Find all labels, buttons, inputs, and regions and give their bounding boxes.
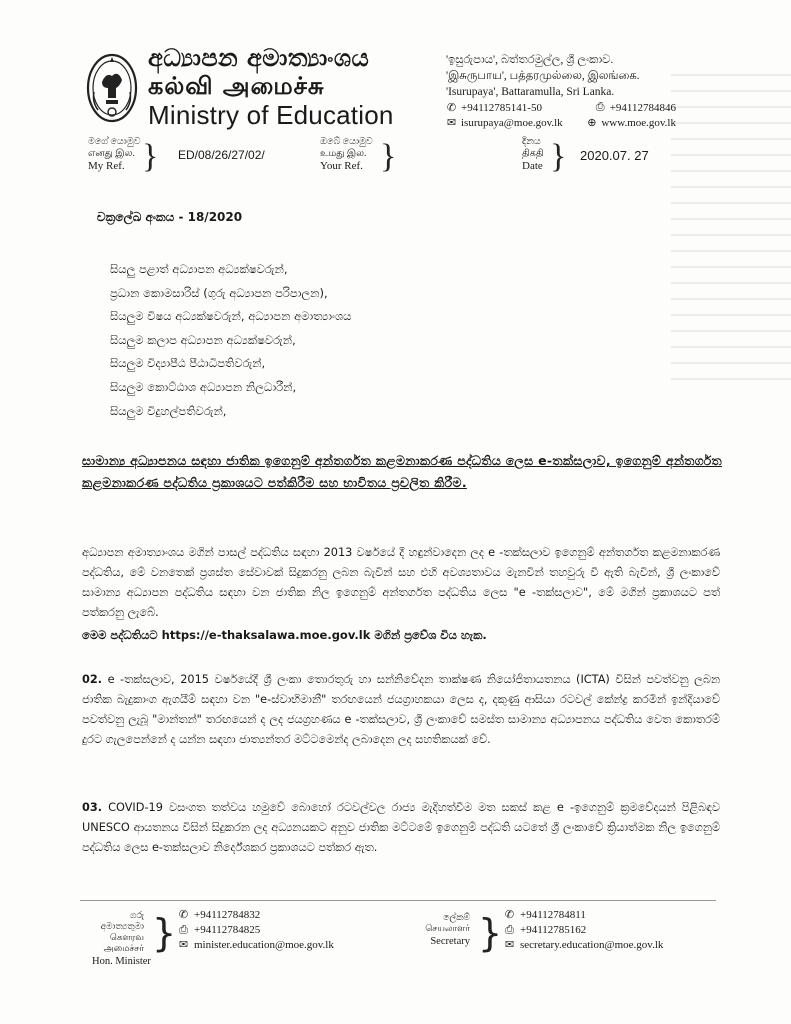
paragraph-2 (82, 670, 720, 750)
paragraph-2-number: 02. (82, 673, 103, 686)
fax-icon: ⎙ (505, 924, 514, 936)
paragraph-3-text: COVID-19 වසංගත තත්වය හමුවේ බොහෝ රටවල්වල රාජ්‍ය මැදිහත්වීම මත සකස් කළ e -ඉගෙනුම් ක්‍රමවේදයන් පිළිබඳව UNESCO ආයතනය විසින් සිදුකරන ලද අධ්‍යනයකට අනුව ජාතික මට්ටමේ ඉගෙනුම් පද්ධති යටතේ ශ්‍රී ලංකාවේ ක්‍රියාත්මක නිල ඉගෙනුම් පද්ධතිය ලෙස e-තක්සලාව නිර්දේශකර ප්‍රකාශයට පත්කර ඇත. (82, 801, 721, 854)
ministry-name-tamil: கல்வி அமைச்சு (148, 72, 325, 100)
minister-fax: +94112784825 (194, 924, 261, 936)
paragraph-2-text: e -තක්සලාව, 2015 වර්ෂයේදී ශ්‍රී ලංකා තොරතුරු හා සන්නිවේදන තාක්ෂණ නියෝජිතායතනය (ICTA) විසින් පවත්වනු ලබන ජාතික බැදුකාංග ඇගයීම් සඳහා වන "e-ස්වාභිමානී" තරඟයෙන් ජයග්‍රාහකයා ලෙස ද, දකුණු ආසියා රටවල් කේන්ද්‍ර කරමින් ඉන්දියාවේ පවත්වනු ලැබූ "මාන්තන්" තරඟයෙන් ද ලද ජයග්‍රහණය e -තක්සලාව, ශ්‍රී ලංකාවේ සමස්ත සාමාන්‍ය අධ්‍යාපනය පද්ධතිය වෙත කොතරම් දුරට ගැලපෙන්නේ ද යන්න සඳහා ජාත්‍යන්තර මට්ටමෙන්ද ලබාදෙන ලද සහතිකයක් වේ. (82, 673, 720, 746)
email-icon: ✉ (504, 939, 515, 951)
phone-icon: ✆ (178, 909, 189, 921)
secretary-label-en: Secretary (430, 936, 470, 947)
minister-label (92, 910, 151, 967)
secretary-label-ta: செயலாளர் (425, 923, 470, 933)
ministry-name-sinhala: අධ්‍යාපන අමාත්‍යාංශය (148, 44, 370, 72)
your-ref-label-si: ඔබේ යොමුව (320, 137, 373, 147)
globe-icon: ⊕ (587, 117, 597, 129)
ministry-phone: +94112785141-50 (461, 101, 542, 114)
sri-lanka-emblem-icon (86, 52, 138, 124)
ministry-web: www.moe.gov.lk (601, 116, 676, 129)
ministry-contact (446, 100, 706, 130)
fax-icon: ⎙ (595, 101, 605, 113)
your-ref-label-en: Your Ref. (320, 160, 363, 172)
ministry-address (446, 52, 706, 100)
email-icon: ✉ (178, 939, 189, 951)
minister-label-ta: கௌரவ அமைச்சர் (103, 932, 144, 953)
my-ref-label-ta: எனது இல. (88, 149, 135, 159)
paragraph-3 (82, 798, 720, 858)
date-label-en: Date (522, 160, 543, 172)
minister-phone: +94112784832 (194, 909, 261, 921)
address-line-sinhala: 'ඉසුරුපාය', බත්තරමුල්ල, ශ්‍රී ලංකාව. (446, 54, 614, 66)
recipient-item: සියලුම කලාප අධ්‍යාපන අධ්‍යක්ෂවරුන්, (110, 332, 296, 347)
your-ref-label-ta: உமது இல. (320, 149, 367, 159)
ministry-name-english: Ministry of Education (148, 100, 394, 130)
fax-icon: ⎙ (179, 924, 188, 936)
secretary-brace: } (478, 911, 503, 955)
secretary-label (418, 912, 470, 947)
paragraph-1: අධ්‍යාපන අමාත්‍යාංශය මගින් පාසල් පද්ධතිය සඳහා 2013 වර්ෂයේ දී හඳුන්වාදෙන ලද e -තක්සලාව ඉගෙනුම් අන්තර්ගත කළමනාකරණ පද්ධතිය, මේ වනතෙක් ප්‍රශස්ත සේවාවක් සිදුකරනු ලබන බැවින් සහ එහි අවශ්‍යතාවය මැනවින් තහවුරු වී ඇති බැවින්, ශ්‍රී ලංකාවේ සාමාන්‍ය අධ්‍යාපන පද්ධතිය සඳහා වන ජාතික නිල ඉගෙනුම් අන්තර්ගත පද්ධතිය ලෙස "e -තක්සලාව", මේ මගින් ප්‍රකාශයට පත් පත්කරනු ලැබේ. (82, 546, 720, 619)
circular-number: චක්‍රලේඛ අංකය - 18/2020 (97, 210, 243, 224)
email-icon: ✉ (446, 117, 457, 129)
ministry-fax: +94112784846 (609, 101, 676, 114)
date-label-ta: திகதி (522, 149, 544, 159)
date-label (522, 136, 544, 172)
secretary-label-si: ලේකම් (443, 912, 470, 922)
recipient-item: ප්‍රධාන කොමසාරිස් (ගුරු අධ්‍යාපන පරිපාලන), (110, 285, 328, 300)
recipient-item: සියලුම විද්‍යාපීඨ පීඨාධිපතිවරුන්, (110, 356, 266, 371)
recipient-item: සියලුම විෂය අධ්‍යක්ෂවරුන්, අධ්‍යාපන අමාත්‍යාංශය (110, 309, 352, 324)
minister-brace: } (152, 911, 177, 955)
date-label-si: දිනය (522, 137, 541, 147)
ministry-name-block (148, 44, 398, 130)
recipient-item: සියලුම විදුහල්පතිවරුන්, (110, 403, 227, 418)
minister-contact (178, 908, 334, 953)
phone-icon: ✆ (446, 102, 457, 114)
secretary-phone: +94112784811 (520, 909, 586, 921)
my-ref-label-si: මගේ යොමුව (88, 137, 141, 147)
minister-label-en: Hon. Minister (92, 956, 151, 967)
secretary-email: secretary.education@moe.gov.lk (520, 939, 664, 951)
recipient-item: සියලුම කොට්ඨාශ අධ්‍යාපන නිලධාරීන්, (110, 379, 297, 394)
date-value: 2020.07. 27 (580, 148, 649, 163)
secretary-fax: +94112785162 (520, 924, 587, 936)
minister-email: minister.education@moe.gov.lk (194, 939, 334, 951)
my-ref-label (88, 136, 141, 172)
minister-label-si: ගරු අමාත්‍යතුමා (100, 910, 144, 931)
ministry-email: isurupaya@moe.gov.lk (461, 116, 563, 129)
address-line-tamil: 'இசுருபாய', பத்தரமுல்லை, இலங்கை. (446, 70, 640, 82)
letter-page: අධ්‍යාපන අමාත්‍යාංශය கல்வி அமைச்சு Ministry of Education 'ඉසුරුපාය', බත්තරමුල්ල, ශ්‍රී ලංකාව. 'இசுருபாய', பத்தரமுல்லை, இலங்கை. 'Isurupaya', Battaramulla, Sri Lanka. ✆ +94112785141-50 ⎙ +94112784846 ✉ isurupaya@moe.gov.lk ⊕ www.moe.gov.lk මගේ යොමුව எனது இல. My Ref. } ED/08/26/27/02/ ඔබේ යොමුව உமது இல. Your Ref. } දිනය திகதி Date } 2020.07. 27 චක්‍රලේඛ අංකය - 18/2020 සියලු පළාත් අධ්‍යාපන අධ්‍යක්ෂවරුන්, ප්‍රධාන කොමසාරිස් (ගුරු අධ්‍යාපන පරිපාලන), සියලුම විෂය අධ්‍යක්ෂවරුන්, අධ්‍යාපන අමාත්‍යාංශය සියලුම කලාප අධ්‍යාපන අධ්‍යක්ෂවරුන්, සියලුම විද්‍යාපීඨ පීඨාධිපතිවරුන්, සියලුම කොට්ඨාශ අධ්‍යාපන නිලධාරීන්, සියලුම විදුහල්පතිවරුන්, සාමාන්‍ය අධ්‍යාපනය සඳහා ජාතික ඉගෙනුම් අන්තර්ගත කළමනාකරණ පද්ධතිය ලෙස e-තක්සලාව, ඉගෙනුම් අන්තර්ගත කළමනාකරණ පද්ධතිය ප්‍රකාශයට පත්කිරීම සහ භාවිතය ප්‍රචලිත කිරීම. අධ්‍යාපන අමාත්‍යාංශය මගින් පාසල් පද්ධතිය සඳහා 2013 වර්ෂයේ දී හඳුන්වාදෙන ලද e -තක්සලාව ඉගෙනුම් අන්තර්ගත කළමනාකරණ පද්ධතිය, මේ වනතෙක් ප්‍රශස්ත සේවාවක් සිදුකරනු ලබන බැවින් සහ එහි අවශ්‍යතාවය මැනවින් තහවුරු වී ඇති බැවින්, ශ්‍රී ලංකාවේ සාමාන්‍ය අධ්‍යාපන පද්ධතිය සඳහා වන ජාතික නිල ඉගෙනුම් අන්තර්ගත පද්ධතිය ලෙස "e -තක්සලාව", මේ මගින් ප්‍රකාශයට පත් පත්කරනු ලැබේ. මෙම පද්ධතියට https://e-thaksalawa.moe.gov.lk මගින් ප්‍රවේශ විය හැක. 02. e -තක්සලාව, 2015 වර්ෂයේදී ශ්‍රී ලංකා තොරතුරු හා සන්නිවේදන තාක්ෂණ නියෝජිතායතනය (ICTA) විසින් පවත්වනු ලබන ජාතික බැදුකාංග ඇගයීම් සඳහා වන "e-ස්වාභිමානී" තරඟයෙන් ජයග්‍රාහකයා ලෙස ද, දකුණු ආසියා රටවල් කේන්ද්‍ර කරමින් ඉන්දියාවේ පවත්වනු ලැබූ "මාන්තන්" තරඟයෙන් ද ලද ජයග්‍රහණය e -තක්සලාව, ශ්‍රී ලංකාවේ සමස්ත සාමාන්‍ය අධ්‍යාපනය පද්ධතිය වෙත කොතරම් දුරට ගැලපෙන්නේ ද යන්න සඳහා ජාත්‍යන්තර මට්ටමෙන්ද ලබාදෙන ලද සහතිකයක් වේ. 03. COVID-19 වසංගත තත්වය හමුවේ බොහෝ රටවල්වල රාජ්‍ය මැදිහත්වීම මත සකස් කළ e -ඉගෙනුම් ක්‍රමවේදයන් පිළිබඳව UNESCO ආයතනය විසින් සිදුකරන ලද අධ්‍යනයකට අනුව ජාතික මට්ටමේ ඉගෙනුම් පද්ධති යටතේ ශ්‍රී ලංකාවේ ක්‍රියාත්මක නිල ඉගෙනුම් පද්ධතිය ලෙස e-තක්සලාව නිර්දේශකර ප්‍රකාශයට පත්කර ඇත. ගරු අමාත්‍යතුමා கௌரவ அமைச்சர் Hon. Minister } ✆ +94112784832 ⎙ +94112784825 ✉ minister.education@moe.gov.lk ලේකම් செயலாளர் Secretary } ✆ +94112784811 ⎙ +94112785162 ✉ secretary.education@moe.gov.lk (0, 0, 791, 1024)
address-line-english: 'Isurupaya', Battaramulla, Sri Lanka. (446, 86, 615, 98)
my-ref-label-en: My Ref. (88, 160, 125, 172)
recipient-item: සියලු පළාත් අධ්‍යාපන අධ්‍යක්ෂවරුන්, (110, 262, 288, 276)
your-ref-label (320, 136, 373, 172)
paragraph-3-number: 03. (82, 801, 103, 814)
my-ref-value: ED/08/26/27/02/ (178, 148, 265, 162)
footer-divider (80, 900, 716, 901)
subject-heading: සාමාන්‍ය අධ්‍යාපනය සඳහා ජාතික ඉගෙනුම් අන්තර්ගත කළමනාකරණ පද්ධතිය ලෙස e-තක්සලාව, ඉගෙනුම් අන්තර්ගත කළමනාකරණ පද්ධතිය ප්‍රකාශයට පත්කිරීම සහ භාවිතය ප්‍රචලිත කිරීම. (82, 453, 722, 490)
system-url-line: මෙම පද්ධතියට https://e-thaksalawa.moe.gov.lk මගින් ප්‍රවේශ විය හැක. (82, 628, 487, 642)
secretary-contact (504, 908, 663, 953)
phone-icon: ✆ (504, 909, 515, 921)
recipient-list (110, 258, 351, 423)
